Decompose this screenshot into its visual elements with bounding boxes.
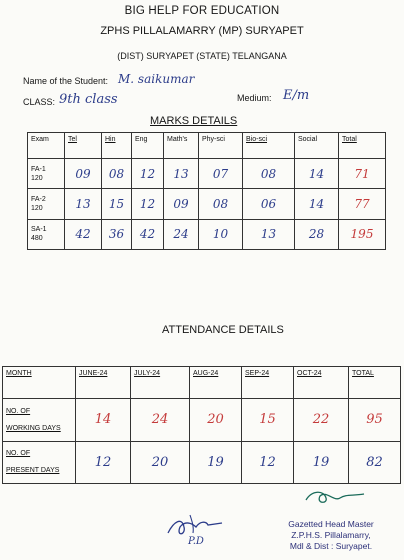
attendance-col-header: TOTAL	[349, 367, 401, 399]
marks-row-fa1	[28, 159, 386, 189]
medium-label: Medium:	[237, 93, 272, 103]
class-value: 9th class	[59, 92, 118, 107]
marks-col-header: Exam	[28, 133, 65, 159]
attendance-col-header: JUNE-24	[76, 367, 131, 399]
row-label: NO. OF PRESENT DAYS	[3, 441, 76, 484]
attendance-col-header: AUG-24	[190, 367, 242, 399]
student-name-value: M. saikumar	[118, 72, 195, 86]
attendance-cell: 14	[76, 399, 131, 442]
total-cell: 71	[339, 159, 386, 189]
head-master-signature	[300, 486, 370, 510]
attendance-cell: 24	[131, 399, 190, 442]
present-days-row	[3, 441, 401, 484]
mark-cell: 14	[295, 159, 339, 189]
attendance-cell: 20	[190, 399, 242, 442]
marks-row-fa2	[28, 189, 386, 219]
stamp-school: Z.P.H.S. Pillalamarry,	[291, 530, 371, 540]
exam-label: SA-1 480	[28, 219, 65, 249]
stamp-district: Mdl & Dist : Suryapet.	[289, 541, 373, 551]
attendance-cell: 20	[131, 441, 190, 484]
mark-cell: 12	[132, 159, 164, 189]
attendance-cell: 12	[242, 441, 294, 484]
marks-table	[27, 132, 386, 250]
total-cell: 77	[339, 189, 386, 219]
attendance-cell: 19	[294, 441, 349, 484]
mark-cell: 14	[295, 189, 339, 219]
student-name-label: Name of the Student:	[23, 76, 109, 86]
marks-col-header: Eng	[132, 133, 164, 159]
marks-row-sa1	[28, 219, 386, 249]
attendance-cell: 15	[242, 399, 294, 442]
attendance-cell: 22	[294, 399, 349, 442]
school-location-heading: (DIST) SURYAPET (STATE) TELANGANA	[117, 51, 287, 61]
exam-label: FA-2 120	[28, 189, 65, 219]
mark-cell: 15	[102, 189, 132, 219]
class-label: CLASS:	[23, 97, 56, 107]
marks-col-header: Hin	[102, 133, 132, 159]
marks-section-title: MARKS DETAILS	[150, 115, 238, 127]
marks-col-header: Tel	[65, 133, 102, 159]
stamp-title: Gazetted Head Master	[288, 519, 374, 529]
attendance-table	[2, 366, 401, 484]
total-cell: 195	[339, 219, 386, 249]
marks-col-header: Total	[339, 133, 386, 159]
mark-cell: 08	[199, 189, 243, 219]
mark-cell: 42	[132, 219, 164, 249]
attendance-col-header: JULY-24	[131, 367, 190, 399]
marks-header-row	[28, 133, 386, 159]
attendance-col-header: OCT-24	[294, 367, 349, 399]
mark-cell: 36	[102, 219, 132, 249]
attendance-total-cell: 82	[349, 441, 401, 484]
mark-cell: 07	[199, 159, 243, 189]
mark-cell: 13	[164, 159, 199, 189]
marks-col-header: Math's	[164, 133, 199, 159]
attendance-section-title: ATTENDANCE DETAILS	[162, 324, 284, 336]
attendance-cell: 12	[76, 441, 131, 484]
mark-cell: 06	[243, 189, 295, 219]
attendance-col-header: SEP-24	[242, 367, 294, 399]
mark-cell: 24	[164, 219, 199, 249]
working-days-row	[3, 399, 401, 442]
school-org-heading: BIG HELP FOR EDUCATION	[124, 5, 280, 17]
mark-cell: 09	[164, 189, 199, 219]
head-master-stamp	[266, 519, 396, 552]
mark-cell: 10	[199, 219, 243, 249]
exam-label: FA-1 120	[28, 159, 65, 189]
medium-value: E/m	[283, 88, 310, 103]
mark-cell: 42	[65, 219, 102, 249]
school-name-heading: ZPHS PILLALAMARRY (MP) SURYAPET	[100, 25, 304, 37]
marks-col-header: Phy-sci	[199, 133, 243, 159]
mark-cell: 12	[132, 189, 164, 219]
marks-col-header: Bio-sci	[243, 133, 295, 159]
row-label: NO. OF WORKING DAYS	[3, 399, 76, 442]
mark-cell: 28	[295, 219, 339, 249]
marks-col-header: Social	[295, 133, 339, 159]
attendance-header-row	[3, 367, 401, 399]
attendance-total-cell: 95	[349, 399, 401, 442]
signature-initials: P.D	[188, 536, 204, 547]
attendance-cell: 19	[190, 441, 242, 484]
attendance-col-header: MONTH	[3, 367, 76, 399]
mark-cell: 13	[243, 219, 295, 249]
mark-cell: 13	[65, 189, 102, 219]
mark-cell: 09	[65, 159, 102, 189]
mark-cell: 08	[102, 159, 132, 189]
mark-cell: 08	[243, 159, 295, 189]
